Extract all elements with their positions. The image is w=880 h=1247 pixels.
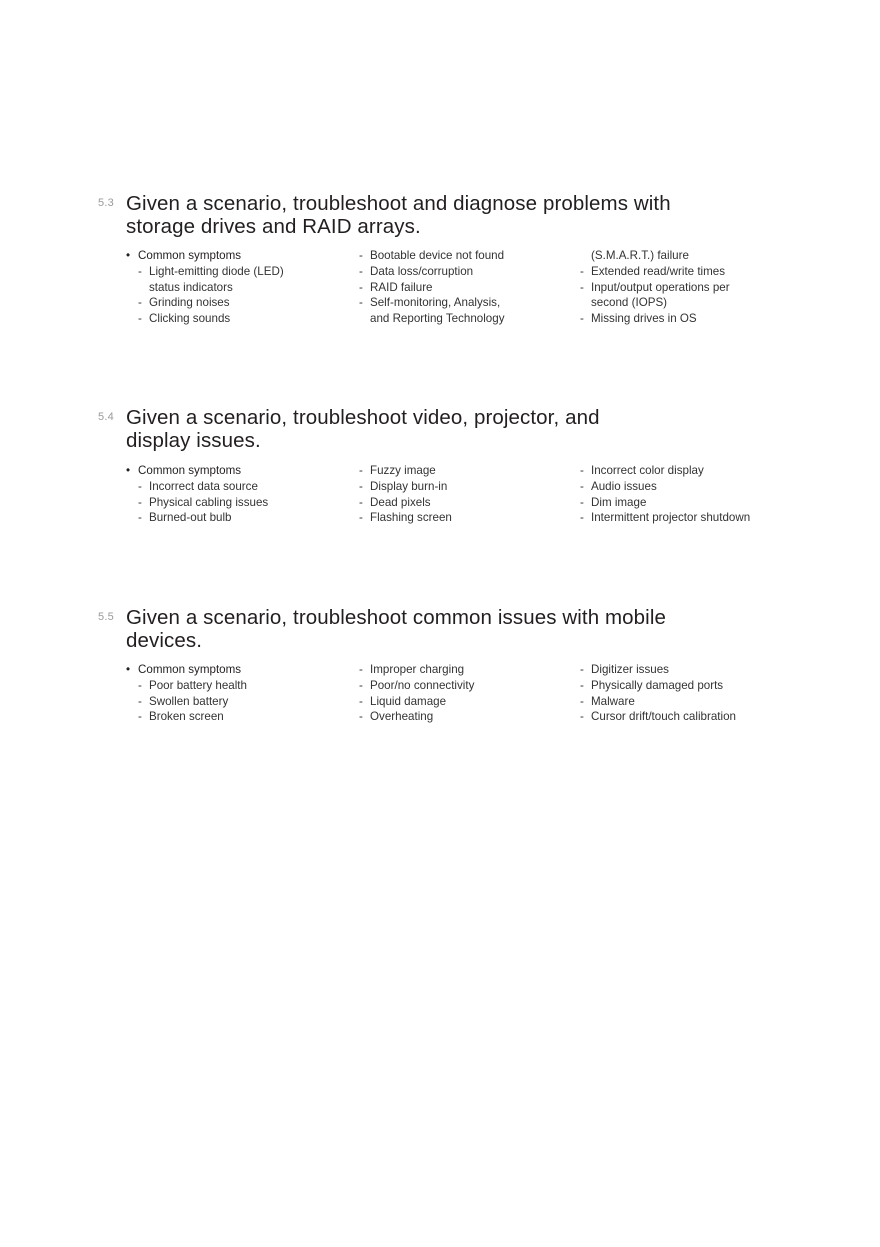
list-item: - Bootable device not found [358,248,558,264]
section-title [126,192,766,238]
list-item: - Fuzzy image [358,463,558,479]
section-number: 5.3 [98,197,114,209]
list-item: - Overheating [358,709,558,725]
list-item: - Swollen battery [126,694,247,710]
list-item: - Poor battery health [126,678,247,694]
symptom-column-2 [358,463,558,526]
section-title-line: Given a scenario, troubleshoot common issues with mobile [126,606,666,629]
section-number: 5.5 [98,611,114,623]
list-item: - Dead pixels [358,495,558,511]
common-symptoms-heading: • Common symptoms [126,463,268,479]
list-item: - Clicking sounds [126,311,284,327]
section-title-line: devices. [126,629,203,652]
list-item: - Poor/no connectivity [358,678,558,694]
list-item-continuation: second (IOPS) [591,296,668,310]
list-item: - Incorrect data source [126,479,268,495]
list-item: - Burned-out bulb [126,510,268,526]
section-title-line: Given a scenario, troubleshoot and diagnose problems with [126,192,671,215]
list-item: - Data loss/corruption [358,264,558,280]
list-item: - RAID failure [358,280,558,296]
symptom-column-1 [126,248,284,327]
list-item: - Physical cabling issues [126,495,268,511]
list-item: - Liquid damage [358,694,558,710]
symptom-column-2 [358,248,558,327]
list-item-continuation: and Reporting Technology [370,312,505,326]
list-item: - Intermittent projector shutdown [579,510,809,526]
list-item: - Malware [579,694,809,710]
list-item: - Improper charging [358,662,558,678]
section-title-line: Given a scenario, troubleshoot video, projector, and [126,406,600,429]
list-item: - Grinding noises [126,295,284,311]
list-item: - Broken screen [126,709,247,725]
list-item: - Audio issues [579,479,809,495]
symptom-column-1 [126,662,247,725]
list-item: - Cursor drift/touch calibration [579,709,809,725]
list-item: - Input/output operations per [579,280,809,296]
symptom-column-1 [126,463,268,526]
list-item-continuation: status indicators [149,280,233,294]
section-title [126,606,766,652]
section-title-line: storage drives and RAID arrays. [126,215,421,238]
symptom-column-3 [579,662,809,725]
section-title-line: display issues. [126,429,261,452]
list-item: - Dim image [579,495,809,511]
list-item: - Extended read/write times [579,264,809,280]
common-symptoms-heading: • Common symptoms [126,248,284,264]
list-item: - Light-emitting diode (LED) [126,264,284,280]
section-number: 5.4 [98,411,114,423]
list-item: - Self-monitoring, Analysis, [358,295,558,311]
section-title [126,406,766,452]
list-item: - Incorrect color display [579,463,809,479]
list-item: - Flashing screen [358,510,558,526]
list-item: - Physically damaged ports [579,678,809,694]
list-item: - Missing drives in OS [579,311,809,327]
list-item: - Digitizer issues [579,662,809,678]
list-item-continuation: (S.M.A.R.T.) failure [591,249,689,262]
symptom-column-3 [579,463,809,526]
list-item: - Display burn-in [358,479,558,495]
common-symptoms-heading: • Common symptoms [126,662,247,678]
symptom-column-3 [579,248,809,327]
symptom-column-2 [358,662,558,725]
